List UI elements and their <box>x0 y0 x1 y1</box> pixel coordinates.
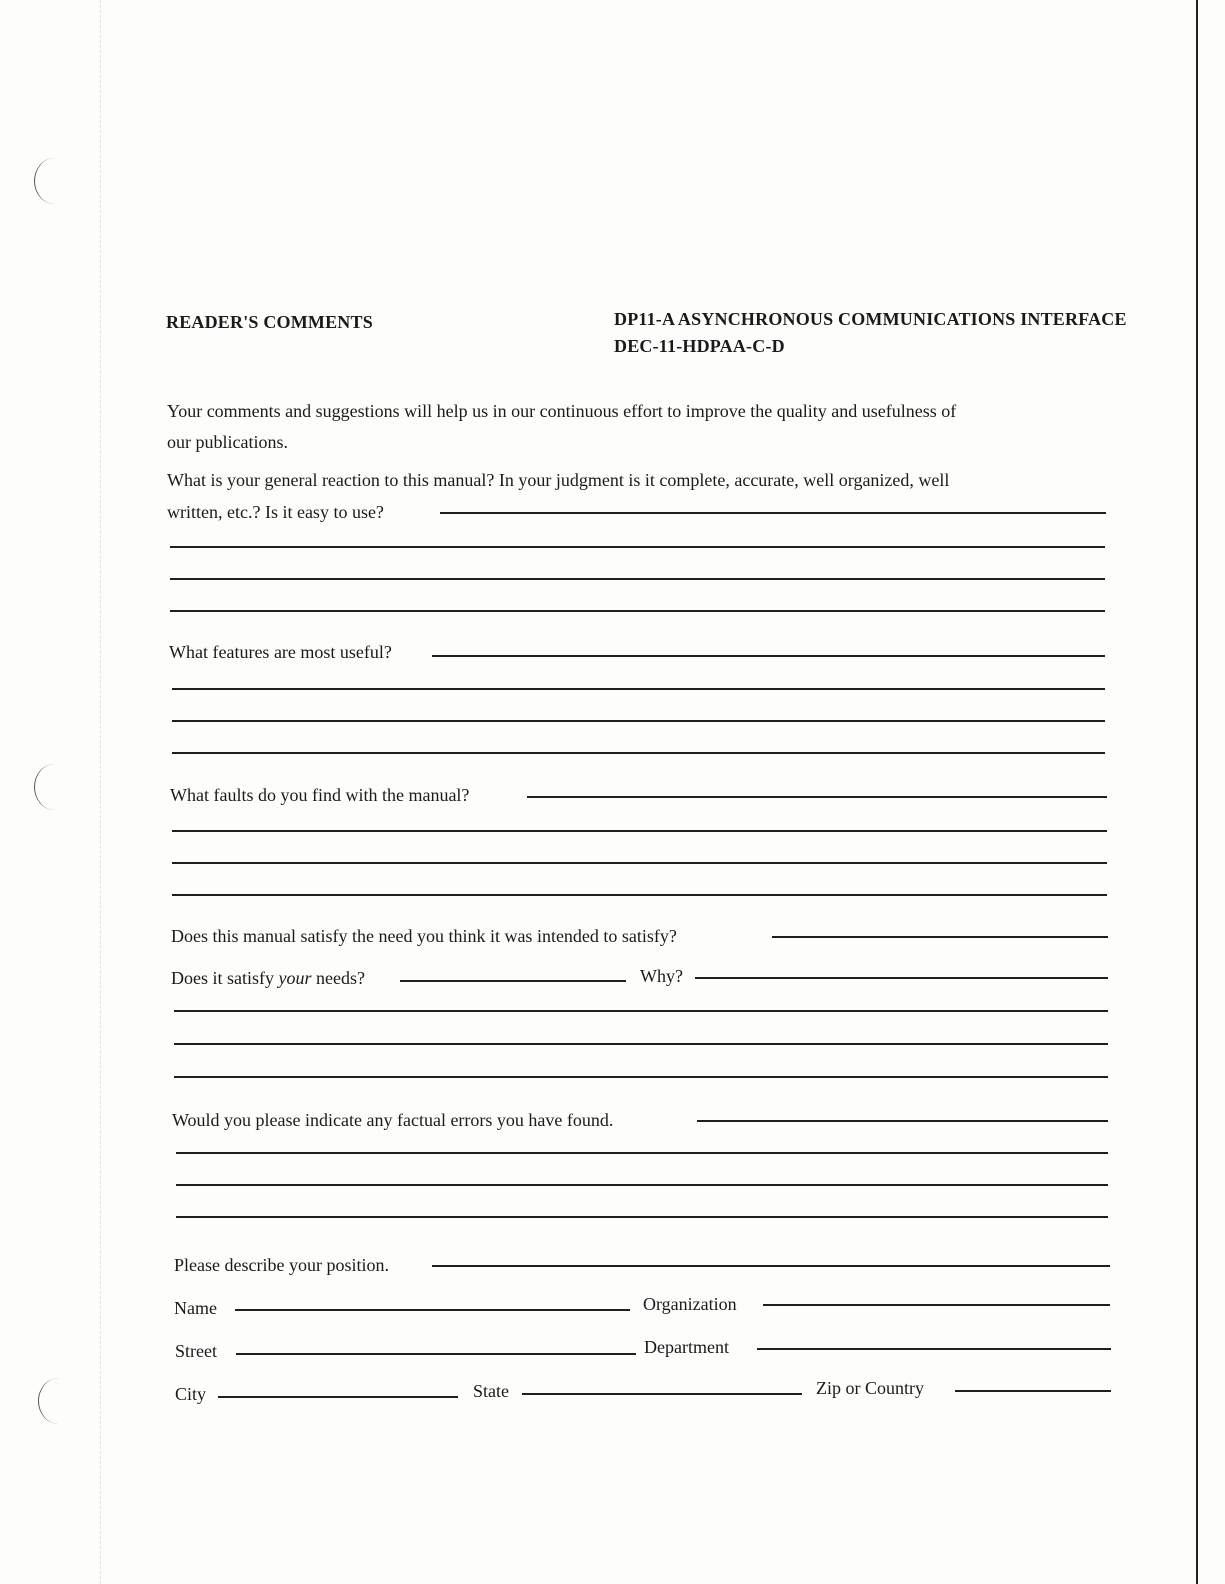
page-edge <box>1196 0 1198 1584</box>
why-answer-line[interactable] <box>695 977 1108 979</box>
question-emphasis: your <box>278 968 312 988</box>
question-text: needs? <box>311 968 365 988</box>
features-answer-line[interactable] <box>172 720 1105 722</box>
name-field[interactable] <box>235 1309 630 1311</box>
question-line: written, etc.? Is it easy to use? <box>167 502 384 522</box>
why-answer-line[interactable] <box>174 1076 1108 1078</box>
punch-hole-icon <box>38 1378 79 1424</box>
punch-hole-icon <box>34 158 75 204</box>
question-satisfy-intended: Does this manual satisfy the need you think it was intended to satisfy? <box>171 926 677 946</box>
manual-title-block <box>614 306 1127 360</box>
department-field[interactable] <box>757 1348 1111 1350</box>
label-street: Street <box>175 1341 217 1361</box>
general-reaction-answer-line[interactable] <box>170 610 1105 612</box>
features-answer-line[interactable] <box>172 688 1105 690</box>
position-answer-line[interactable] <box>432 1265 1110 1267</box>
faults-answer-line[interactable] <box>172 830 1107 832</box>
city-field[interactable] <box>218 1396 458 1398</box>
general-reaction-answer-line[interactable] <box>170 546 1105 548</box>
intro-line: our publications. <box>167 432 288 452</box>
manual-number: DEC-11-HDPAA-C-D <box>614 336 785 356</box>
label-state: State <box>473 1381 509 1401</box>
general-reaction-answer-line[interactable] <box>440 512 1106 514</box>
label-city: City <box>175 1384 207 1404</box>
satisfy-intended-answer-line[interactable] <box>772 936 1108 938</box>
form-title: READER'S COMMENTS <box>166 312 373 332</box>
question-line: What is your general reaction to this manual? In your judgment is it complete, accurate, well organized, well <box>167 470 950 490</box>
factual-errors-answer-line[interactable] <box>176 1216 1108 1218</box>
question-factual-errors: Would you please indicate any factual errors you have found. <box>172 1110 614 1130</box>
state-field[interactable] <box>522 1393 802 1395</box>
question-text: Does it satisfy <box>171 968 279 988</box>
satisfy-needs-answer-line[interactable] <box>400 980 626 982</box>
general-reaction-answer-line[interactable] <box>170 578 1105 580</box>
label-department: Department <box>644 1337 729 1357</box>
features-answer-line[interactable] <box>432 655 1105 657</box>
question-position: Please describe your position. <box>174 1255 389 1275</box>
features-answer-line[interactable] <box>172 752 1105 754</box>
factual-errors-answer-line[interactable] <box>697 1120 1108 1122</box>
label-zip-country: Zip or Country <box>816 1378 924 1398</box>
label-organization: Organization <box>643 1294 737 1314</box>
punch-hole-icon <box>34 764 75 810</box>
question-why: Why? <box>640 966 683 986</box>
manual-title: DP11-A ASYNCHRONOUS COMMUNICATIONS INTERFACE <box>614 309 1127 329</box>
zip-country-field[interactable] <box>955 1390 1111 1392</box>
faults-answer-line[interactable] <box>527 796 1107 798</box>
question-general-reaction <box>167 464 949 528</box>
question-features: What features are most useful? <box>169 642 392 662</box>
street-field[interactable] <box>236 1353 636 1355</box>
factual-errors-answer-line[interactable] <box>176 1184 1108 1186</box>
faults-answer-line[interactable] <box>172 862 1107 864</box>
why-answer-line[interactable] <box>174 1010 1108 1012</box>
factual-errors-answer-line[interactable] <box>176 1152 1108 1154</box>
faults-answer-line[interactable] <box>172 894 1107 896</box>
organization-field[interactable] <box>763 1304 1110 1306</box>
why-answer-line[interactable] <box>174 1043 1108 1045</box>
question-faults: What faults do you find with the manual? <box>170 785 470 805</box>
question-satisfy-your-needs <box>171 967 365 989</box>
intro-line: Your comments and suggestions will help us in our continuous effort to improve the quality and usefulness of <box>167 401 957 421</box>
margin-guide <box>100 0 102 1584</box>
intro-paragraph <box>167 396 956 458</box>
label-name: Name <box>174 1298 217 1318</box>
